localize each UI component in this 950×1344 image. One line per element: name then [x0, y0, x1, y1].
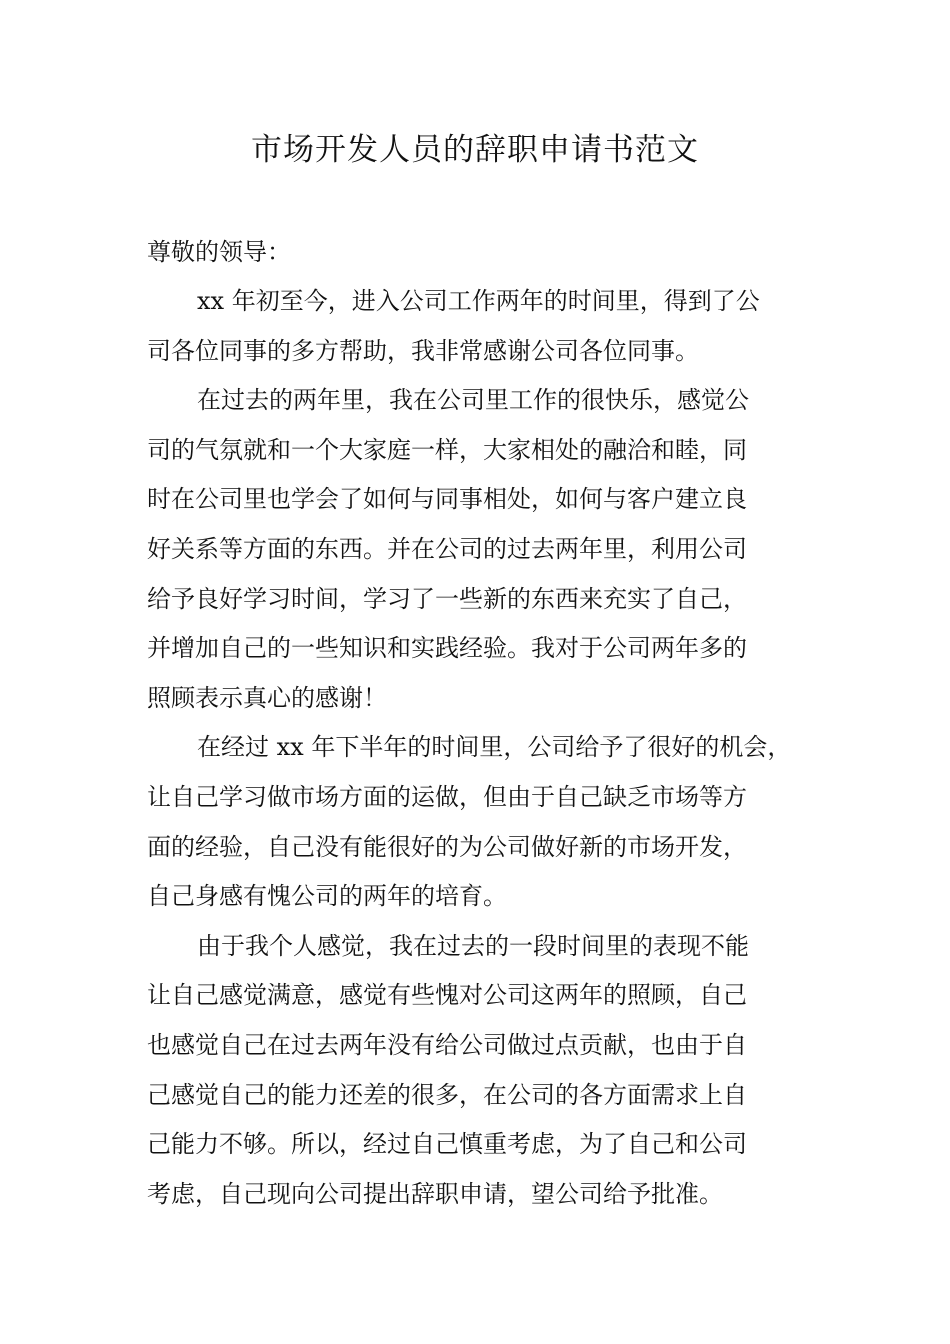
- paragraph-line: 由于我个人感觉，我在过去的一段时间里的表现不能: [197, 931, 749, 960]
- paragraph-1: [147, 277, 807, 376]
- paragraph-line: 在经过 xx 年下半年的时间里，公司给予了很好的机会，: [197, 733, 792, 762]
- paragraph-line: 并增加自己的一些知识和实践经验。我对于公司两年多的: [147, 634, 747, 663]
- paragraph-line: xx 年初至今，进入公司工作两年的时间里，得到了公: [197, 287, 760, 315]
- paragraph-2: [147, 376, 807, 723]
- paragraph-3: [147, 723, 807, 921]
- paragraph-line: 面的经验，自己没有能很好的为公司做好新的市场开发，: [147, 832, 747, 861]
- paragraph-line: 司各位同事的多方帮助，我非常感谢公司各位同事。: [147, 336, 699, 365]
- paragraph-line: 照顾表示真心的感谢！: [147, 683, 387, 712]
- paragraph-line: 时在公司里也学会了如何与同事相处，如何与客户建立良: [147, 485, 747, 514]
- paragraph-line: 给予良好学习时间，学习了一些新的东西来充实了自己，: [147, 584, 747, 613]
- paragraph-line: 也感觉自己在过去两年没有给公司做过点贡献，也由于自: [147, 1030, 747, 1059]
- paragraph-line: 己能力不够。所以，经过自己慎重考虑，为了自己和公司: [147, 1130, 747, 1159]
- paragraph-line: 自己身感有愧公司的两年的培育。: [147, 882, 507, 911]
- paragraph-line: 在过去的两年里，我在公司里工作的很快乐，感觉公: [197, 386, 749, 415]
- paragraph-line: 司的气氛就和一个大家庭一样，大家相处的融洽和睦，同: [147, 435, 747, 464]
- paragraph-line: 己感觉自己的能力还差的很多，在公司的各方面需求上自: [147, 1080, 747, 1109]
- paragraph-line: 让自己感觉满意，感觉有些愧对公司这两年的照顾，自己: [147, 981, 747, 1010]
- document-title: 市场开发人员的辞职申请书范文: [251, 132, 699, 168]
- paragraph-line: 让自己学习做市场方面的运做，但由于自己缺乏市场等方: [147, 782, 747, 811]
- paragraph-line: 好关系等方面的东西。并在公司的过去两年里，利用公司: [147, 534, 747, 563]
- paragraph-4: [147, 922, 807, 1220]
- salutation: 尊敬的领导：: [147, 238, 291, 266]
- paragraph-line: 考虑，自己现向公司提出辞职申请，望公司给予批准。: [147, 1179, 723, 1208]
- letter-body: [147, 227, 807, 1219]
